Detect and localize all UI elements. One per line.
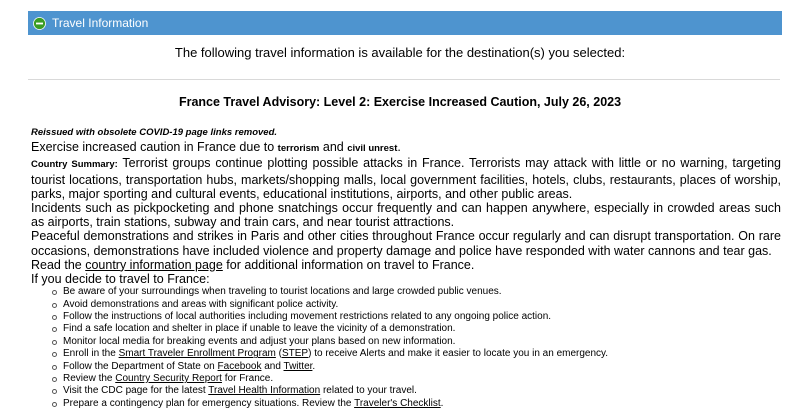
tip-text: . <box>312 360 316 372</box>
country-summary <box>31 156 781 201</box>
tip-text: Prepare a contingency plan for emergency situations. Review the <box>63 397 355 409</box>
demonstrations-paragraph: Peaceful demonstrations and strikes in Paris and other cities throughout France occur regularly and can disrupt transportation. On rare occasions, demonstrations have included violence and property damage and police have responded with water cannons and tear gas. <box>31 229 781 258</box>
caution-end: . <box>397 140 401 155</box>
read-more-line <box>31 258 781 272</box>
divider <box>28 79 780 80</box>
summary-text: Terrorist groups continue plotting possible attacks in France. Terrorists may attack with little or no warning, targeting tourist locations, transportation hubs, markets/shopping malls, local government facilities, hotels, clubs, restaurants, places of worship, parks, major sporting and cultural events, educational institutions, airports, and other public areas. <box>31 156 782 201</box>
list-item: Be aware of your surroundings when traveling to tourist locations and large crowded public venues. <box>63 286 781 298</box>
country-info-link[interactable]: country information page <box>85 257 223 272</box>
list-item: Avoid demonstrations and areas with significant police activity. <box>63 299 781 311</box>
advisory-title: France Travel Advisory: Level 2: Exercise Increased Caution, July 26, 2023 <box>178 95 622 109</box>
tip-text: and <box>261 360 284 372</box>
read-pre: Read the <box>31 257 86 272</box>
civil-unrest-term: civil unrest <box>347 143 398 155</box>
tip-text: . <box>440 397 444 409</box>
tip-text: Enroll in the <box>63 348 119 360</box>
tip-text: ) to receive Alerts and make it easier to locate you in an emergency. <box>308 348 609 360</box>
tip-text: related to your travel. <box>320 385 417 397</box>
list-item <box>63 385 781 397</box>
terrorism-term: terrorism <box>277 143 320 155</box>
list-item: Monitor local media for breaking events and adjust your plans based on new information. <box>63 336 781 348</box>
list-item <box>63 348 781 360</box>
summary-label: Country Summary: <box>31 159 118 171</box>
tip-text: ( <box>275 348 282 360</box>
advisory-body <box>31 126 781 410</box>
tips-list <box>31 286 781 410</box>
header-title: Travel Information <box>52 16 149 30</box>
tip-text: Review the <box>63 373 116 385</box>
collapse-icon[interactable] <box>33 17 46 30</box>
facebook-link[interactable]: Facebook <box>217 360 262 372</box>
list-item <box>63 361 781 373</box>
security-report-link[interactable]: Country Security Report <box>115 373 222 385</box>
step-program-link[interactable]: Smart Traveler Enrollment Program <box>118 348 276 360</box>
travelers-checklist-link[interactable]: Traveler's Checklist <box>354 397 441 409</box>
caution-text: Exercise increased caution in France due to <box>31 140 278 155</box>
list-item <box>63 373 781 385</box>
tip-text: for France. <box>221 373 274 385</box>
tip-text: Follow the Department of State on <box>63 360 218 372</box>
twitter-link[interactable]: Twitter <box>283 360 313 372</box>
list-item: Follow the instructions of local authorities including movement restrictions related to any ongoing police action. <box>63 311 781 323</box>
list-item: Find a safe location and shelter in place if unable to leave the vicinity of a demonstration. <box>63 323 781 335</box>
caution-line <box>31 140 781 156</box>
intro-text: The following travel information is available for the destination(s) you selected: <box>174 45 626 60</box>
incidents-paragraph: Incidents such as pickpocketing and phone snatchings occur frequently and can happen anywhere, especially in crowded areas such as airports, train stations, subway and train cars, and near tourist attractions. <box>31 201 781 230</box>
health-info-link[interactable]: Travel Health Information <box>208 385 321 397</box>
caution-and: and <box>319 140 348 155</box>
list-item <box>63 398 781 410</box>
if-travel-line: If you decide to travel to France: <box>31 272 210 287</box>
read-post: for additional information on travel to France. <box>222 257 475 272</box>
step-link[interactable]: STEP <box>281 348 309 360</box>
reissued-note: Reissued with obsolete COVID-19 page links removed. <box>31 127 278 138</box>
travel-info-header[interactable] <box>28 11 782 35</box>
tip-text: Visit the CDC page for the latest <box>63 385 209 397</box>
